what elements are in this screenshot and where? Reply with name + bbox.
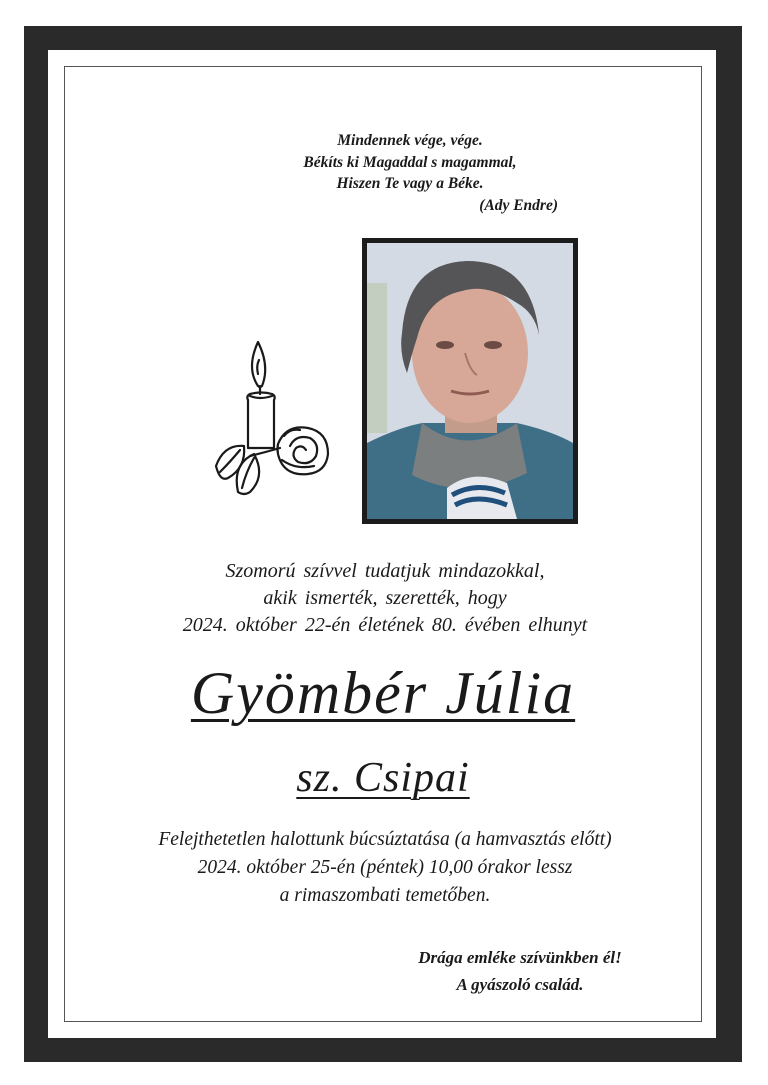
poem-line: Békíts ki Magaddal s magammal, — [303, 153, 517, 171]
announcement-line: 2024. október 22-én életének 80. évében elhunyt — [182, 614, 588, 636]
closing-line: Drága emléke szívünkben él! — [418, 948, 622, 967]
poem-line: Mindennek vége, vége. — [337, 132, 483, 149]
funeral-line: a rimaszombati temetőben. — [279, 885, 491, 906]
portrait-drawing — [367, 243, 573, 519]
announcement-line: akik ismerték, szerették, hogy — [263, 587, 507, 609]
closing-line: A gyászoló család. — [456, 975, 584, 994]
maiden-name — [200, 752, 566, 804]
closing-signature — [370, 944, 670, 998]
funeral-line: 2024. október 25-én (péntek) 10,00 órakor lessz — [197, 857, 573, 878]
poem-author: (Ady Endre) — [479, 196, 558, 214]
announcement-line: Szomorú szívvel tudatjuk mindazokkal, — [225, 560, 545, 582]
death-announcement — [120, 558, 650, 639]
funeral-line: Felejthetetlen halottunk búcsúztatása (a hamvasztás előtt) — [158, 829, 612, 850]
funeral-details — [90, 826, 680, 910]
poem-line: Hiszen Te vagy a Béke. — [336, 175, 484, 192]
maiden-name-text: sz. Csipai — [296, 755, 470, 801]
portrait-photo — [367, 243, 573, 519]
portrait-frame — [362, 238, 578, 524]
deceased-name — [100, 656, 666, 730]
poem-quote — [250, 130, 570, 216]
deceased-name-text: Gyömbér Júlia — [190, 660, 576, 726]
candle-with-rose-icon — [210, 336, 340, 506]
